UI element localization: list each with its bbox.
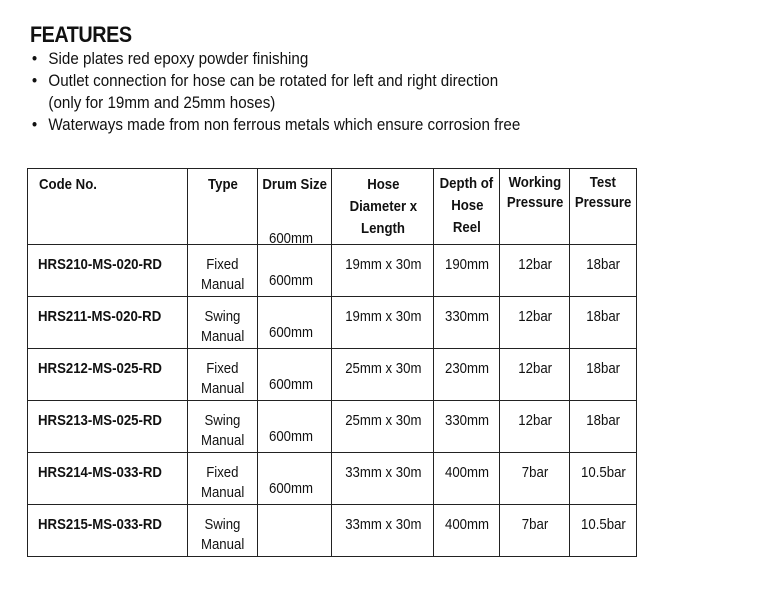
- cell-working: 12bar: [500, 349, 570, 401]
- cell-code: HRS210-MS-020-RD: [28, 245, 188, 297]
- cell-test: 18bar: [570, 349, 637, 401]
- table-row: [28, 505, 637, 557]
- features-list: [30, 48, 520, 136]
- cell-type: Fixed Manual: [188, 349, 258, 401]
- cell-depth: 400mm: [434, 453, 500, 505]
- cell-drum: 600mm: [258, 401, 332, 453]
- feature-text: Side plates red epoxy powder finishing: [48, 50, 309, 68]
- table-row: [28, 401, 637, 453]
- cell-hose: 19mm x 30m: [332, 245, 434, 297]
- header-code: Code No.: [28, 169, 188, 245]
- header-working: Working Pressure: [500, 169, 570, 245]
- cell-code: HRS214-MS-033-RD: [28, 453, 188, 505]
- cell-depth: 230mm: [434, 349, 500, 401]
- header-drum-value: 600mm: [269, 230, 314, 247]
- cell-code: HRS211-MS-020-RD: [28, 297, 188, 349]
- cell-depth: 400mm: [434, 505, 500, 557]
- table-header-row: [28, 169, 637, 245]
- cell-test: 10.5bar: [570, 505, 637, 557]
- feature-text: Waterways made from non ferrous metals which ensure corrosion free: [48, 116, 521, 134]
- cell-hose: 33mm x 30m: [332, 505, 434, 557]
- cell-depth: 330mm: [434, 401, 500, 453]
- header-test: Test Pressure: [570, 169, 637, 245]
- cell-test: 18bar: [570, 245, 637, 297]
- feature-text: Outlet connection for hose can be rotated for left and right direction: [48, 72, 499, 90]
- table-row: [28, 349, 637, 401]
- header-type: Type: [188, 169, 258, 245]
- feature-item: [30, 48, 520, 70]
- cell-drum: 600mm: [258, 245, 332, 297]
- cell-hose: 25mm x 30m: [332, 349, 434, 401]
- cell-drum: 600mm: [258, 297, 332, 349]
- features-heading: FEATURES: [30, 22, 132, 47]
- table-row: [28, 245, 637, 297]
- feature-item: [30, 114, 520, 136]
- bullet-icon: •: [31, 72, 38, 90]
- cell-drum: 600mm: [258, 453, 332, 505]
- header-depth: Depth of Hose Reel: [434, 169, 500, 245]
- cell-code: HRS212-MS-025-RD: [28, 349, 188, 401]
- cell-type: Fixed Manual: [188, 245, 258, 297]
- cell-test: 18bar: [570, 401, 637, 453]
- cell-type: Swing Manual: [188, 297, 258, 349]
- cell-depth: 190mm: [434, 245, 500, 297]
- cell-working: 7bar: [500, 505, 570, 557]
- cell-type: Fixed Manual: [188, 453, 258, 505]
- cell-code: HRS213-MS-025-RD: [28, 401, 188, 453]
- cell-test: 10.5bar: [570, 453, 637, 505]
- feature-item: [30, 70, 520, 114]
- table-row: [28, 453, 637, 505]
- cell-hose: 25mm x 30m: [332, 401, 434, 453]
- cell-drum: 600mm: [258, 349, 332, 401]
- cell-working: 12bar: [500, 297, 570, 349]
- cell-depth: 330mm: [434, 297, 500, 349]
- cell-drum: [258, 505, 332, 557]
- cell-hose: 19mm x 30m: [332, 297, 434, 349]
- header-hose: Hose Diameter x Length: [332, 169, 434, 245]
- cell-test: 18bar: [570, 297, 637, 349]
- bullet-icon: •: [31, 50, 38, 68]
- cell-working: 12bar: [500, 401, 570, 453]
- table-row: [28, 297, 637, 349]
- feature-text-continuation: (only for 19mm and 25mm hoses): [48, 94, 276, 112]
- spec-table: [27, 168, 637, 557]
- header-drum: Drum Size 600mm: [258, 169, 332, 245]
- cell-code: HRS215-MS-033-RD: [28, 505, 188, 557]
- cell-hose: 33mm x 30m: [332, 453, 434, 505]
- cell-type: Swing Manual: [188, 401, 258, 453]
- cell-type: Swing Manual: [188, 505, 258, 557]
- cell-working: 12bar: [500, 245, 570, 297]
- cell-working: 7bar: [500, 453, 570, 505]
- bullet-icon: •: [31, 116, 38, 134]
